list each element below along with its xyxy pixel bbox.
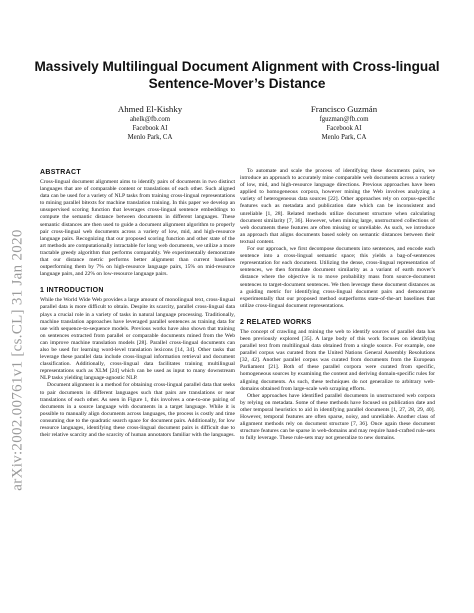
introduction-heading: 1 INTRODUCTION — [40, 287, 104, 295]
arxiv-stamp — [8, 170, 28, 550]
author-email[interactable]: ahelk@fb.com — [129, 116, 171, 123]
author-affiliation: Facebook AI — [132, 125, 168, 132]
arxiv-id: arXiv:2002.00761v1 [cs.CL] 31 Jan 2020 — [9, 229, 26, 491]
author-name: Francisco Guzmán — [310, 104, 378, 114]
abstract-heading: ABSTRACT — [40, 169, 81, 176]
author-block-1 — [65, 104, 235, 142]
author-location: Menlo Park, CA — [321, 134, 367, 141]
introduction-paragraph-2: Document alignment is a method for obtaining cross-lingual parallel data that seeks to pair documents in different languages such that pairs are translations or near translations of each other. As seen in Figure 1, this involves a one-to-one pairing of documents in a source language with documents in a target language. While it is possible to manually align documents across languages, the process is costly and time consuming due to the quadratic search space for document pairs. Additionally, for low resource languages, identifying these cross-lingual document pairs is difficult due to their relative scarcity and the scarcity of human annotators familiar with the languages. — [40, 382, 235, 439]
related-works-paragraph-1: The concept of crawling and mining the web to identify sources of parallel data has been previously explored [35]. A large body of this work focuses on identifying parallel text from multilingual data obtained from a single source. For example, one parallel corpus was curated from the United Nations General Assembly Resolutions [32, 42]. Another parallel corpus was curated from documents from the European Parliament [21]. Both of these parallel corpora were curated from specific, homogeneous sources by examining the content and deriving domain-specific rules for aligning documents. As such, these techniques do not generalize to arbitrary web-domains obtained from large-scale web scraping efforts. — [240, 328, 435, 392]
abstract-text: Cross-lingual document alignment aims to identify pairs of documents in two distinct languages that are of comparable content or translations of each other. Such aligned data can be used for a variety of NLP tasks from training cross-lingual representations to mining parallel bitexts for machine translation training. In this paper we develop an unsupervised scoring function that leverages cross-lingual sentence embeddings to compute the semantic distance between documents in different languages. These semantic distances are then used to guide a document alignment algorithm to properly pair cross-lingual web documents across a variety of low, mid, and high-resource language pairs. Recognizing that our proposed scoring function and other state of the art methods are computationally intractable for long web documents, we utilize a more tractable greedy algorithm that performs comparably. We experimentally demonstrate that our distance metric performs better alignment than current baselines outperforming them by 7% on high-resource language pairs, 15% on mid-resource language pairs, and 22% on low-resource language pairs. — [40, 179, 235, 278]
author-block-2 — [259, 104, 429, 142]
title-line-1: Massively Multilingual Document Alignment with Cross-lingual — [34, 59, 440, 74]
intro-continued-paragraph-2: For our approach, we first decompose documents into sentences, and encode each sentence into a cross-lingual semantic space; this yields a bag-of-sentences representation for each document. Utilizing the dense, cross-lingual representation of sentences, we then formulate document similarity as a variant of earth mover’s distance where the objective is to move probability mass from source-document sentences to target-document sentences. We then leverage these document distances as a guiding metric for identifying cross-lingual document pairs and demonstrate experimentally that our proposed method outperforms state-of-the-art baselines that utilize cross-lingual document representations. — [240, 246, 435, 309]
title-line-2: Sentence-Mover’s Distance — [148, 76, 326, 91]
right-column — [240, 168, 435, 442]
author-affiliation: Facebook AI — [326, 125, 362, 132]
author-name: Ahmed El-Kishky — [117, 104, 183, 114]
introduction-paragraph-1: While the World Wide Web provides a large amount of monolingual text, cross-lingual parallel data is more difficult to obtain. Despite its scarcity, parallel cross-lingual data plays a crucial role in a variety of tasks in natural language processing. Traditionally, machine translation approaches have leveraged parallel sentences as training data for use with sequence-to-sequence models. Previous works have also shown that training on sentences extracted from parallel or comparable documents mined from the Web can improve machine translation models [28]. Parallel cross-lingual documents can also be used for learning word-level translation lexicons [14, 34]. Other tasks that leverage these parallel data include cross-lingual information retrieval and document classification. Additionally, cross-lingual data facilitates training multilingual representations such as XLM [24] which can be used as input to many downstream NLP tasks yielding language-agnostic NLP. — [40, 297, 235, 382]
author-location: Menlo Park, CA — [127, 134, 173, 141]
author-email[interactable]: fguzman@fb.com — [319, 116, 369, 123]
paper-title — [30, 58, 444, 92]
related-works-paragraph-2: Other approaches have identified parallel documents in unstructured web corpora by relying on metadata. Some of these methods have focused on publication date and other temporal heuristics to aid in identifying parallel documents [1, 27, 28, 29, 40]. However, temporal features are often sparse, noisy, and unreliable. Another class of alignment methods rely on document structure [7, 36]. Once again these document structure features can be sparse in web-domains and may require hand-crafted rule-sets to fully leverage. These rule-sets may not generalize to new domains. — [240, 392, 435, 442]
intro-continued-paragraph-1: To automate and scale the process of identifying these documents pairs, we introduce an approach to accurately mine comparable web documents across a variety of low, mid, and high-resource language directions. Previous approaches have been applied to homogeneous corpora, however mining the Web involves analyzing a variety of heterogeneous data sources [22]. Other approaches rely on corpus-specific features such as metadata and publication date which can be inconsistent and unreliable [1, 28]. Related methods utilize document structure when calculating document similarity [7, 36]. However, when mining large, unstructured collections of web documents these features are often missing or unreliable. As such, we introduce an approach that aligns documents based solely on semantic distances between their textual content. — [240, 168, 435, 245]
related-works-heading: 2 RELATED WORKS — [240, 318, 312, 326]
left-column — [40, 168, 235, 439]
